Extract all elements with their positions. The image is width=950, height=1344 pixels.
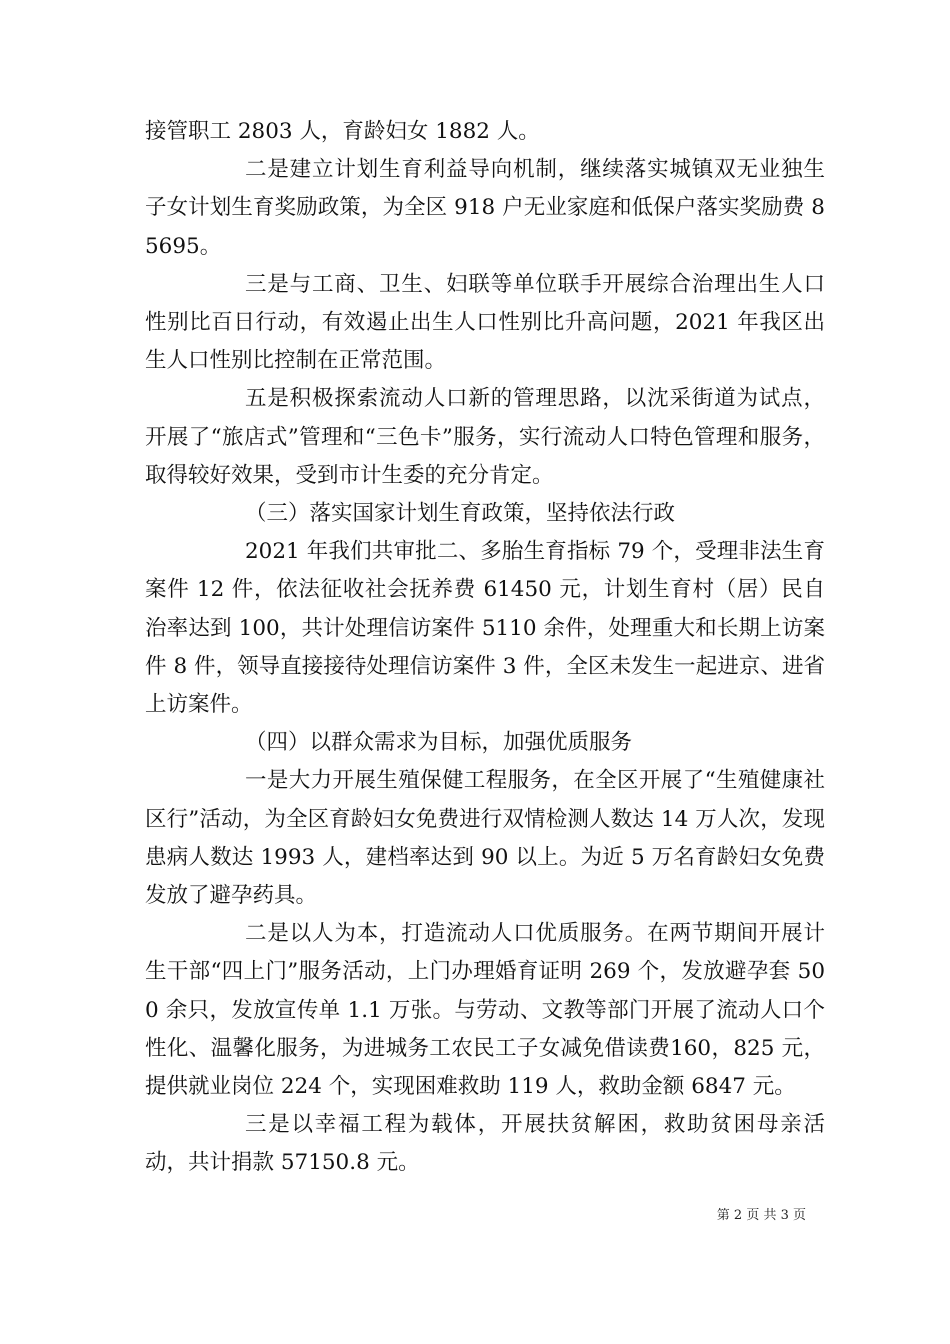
paragraph-reproductive-health: 一是大力开展生殖保健工程服务，在全区开展了“生殖健康社区行”活动，为全区育龄妇女免费进行双情检测人数达 14 万人次，发现患病人数达 1993 人，建档率达到 90 以上。为近 5 万名育龄妇女免费发放了避孕药具。 xyxy=(145,768,825,909)
paragraph-floating-services: 二是以人为本，打造流动人口优质服务。在两节期间开展计生干部“四上门”服务活动，上门办理婚育证明 269 个，发放避孕套 500 余只，发放宣传单 1.1 万张。与劳动、文教等部门开展了流动人口个性化、温馨化服务，为进城务工农民工子女减免借读费160，825 元，提供就业岗位 224 个，实现困难救助 119 人，救助金额 6847 元。 xyxy=(145,921,825,1100)
document-body xyxy=(145,113,825,1183)
paragraph-happiness-project: 三是以幸福工程为载体，开展扶贫解困，救助贫困母亲活动，共计捐款 57150.8 元。 xyxy=(145,1112,825,1176)
paragraph-floating-population: 五是积极探索流动人口新的管理思路，以沈采街道为试点，开展了“旅店式”管理和“三色卡”服务，实行流动人口特色管理和服务，取得较好效果，受到市计生委的充分肯定。 xyxy=(145,386,825,488)
section-heading-four: （四）以群众需求为目标，加强优质服务 xyxy=(245,730,633,756)
paragraph-incentive-mechanism: 二是建立计划生育利益导向机制，继续落实城镇双无业独生子女计划生育奖励政策，为全区 918 户无业家庭和低保户落实奖励费 85695。 xyxy=(145,157,825,259)
paragraph-continuation: 接管职工 2803 人，育龄妇女 1882 人。 xyxy=(145,119,540,144)
paragraph-policy-enforcement: 2021 年我们共审批二、多胎生育指标 79 个，受理非法生育案件 12 件，依法征收社会抚养费 61450 元，计划生育村（居）民自治率达到 100，共计处理信访案件 5110 余件，处理重大和长期上访案件 8 件，领导直接接待处理信访案件 3 件，全区未发生一起进京、进省上访案件。 xyxy=(145,539,825,718)
paragraph-sex-ratio-action: 三是与工商、卫生、妇联等单位联手开展综合治理出生人口性别比百日行动，有效遏止出生人口性别比升高问题，2021 年我区出生人口性别比控制在正常范围。 xyxy=(145,271,825,374)
page-number-footer: 第 2 页 共 3 页 xyxy=(716,1208,806,1223)
section-heading-three: （三）落实国家计划生育政策，坚持依法行政 xyxy=(245,501,676,527)
